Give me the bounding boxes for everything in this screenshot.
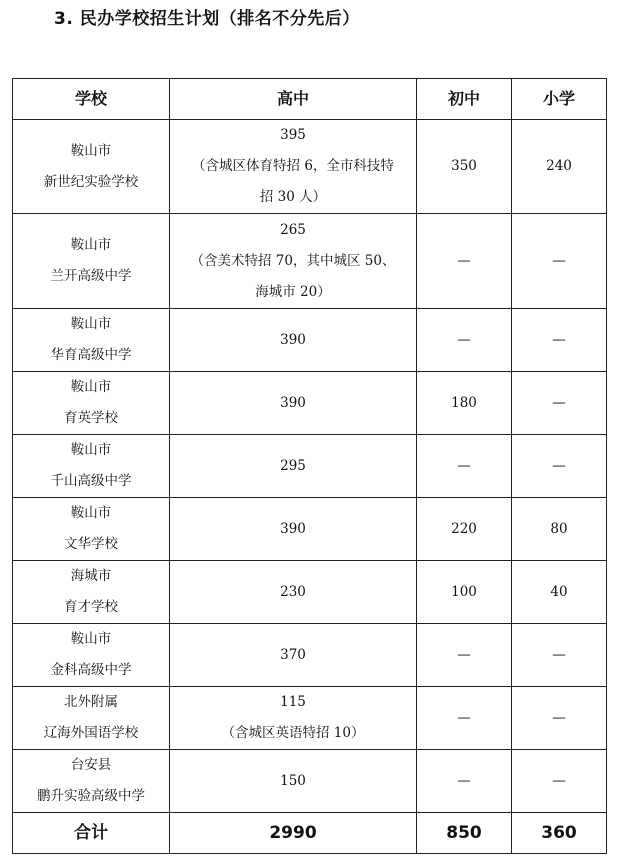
table-row xyxy=(13,435,607,498)
table-row xyxy=(13,372,607,435)
primary-school-quota-cell: 80 xyxy=(512,498,607,561)
primary-school-quota-cell: — xyxy=(512,435,607,498)
school-name-line: 鞍山市 xyxy=(70,442,112,458)
primary-school-quota-cell: 40 xyxy=(512,561,607,624)
school-name-line: 育英学校 xyxy=(64,410,118,426)
school-name-line: 鞍山市 xyxy=(70,505,112,521)
table-row xyxy=(13,561,607,624)
school-name-line: 鞍山市 xyxy=(70,142,112,159)
table-row xyxy=(13,498,607,561)
school-name-line: 千山高级中学 xyxy=(50,473,132,489)
school-name-line: 华育高级中学 xyxy=(50,347,132,363)
high-school-quota: 390 xyxy=(280,394,306,411)
total-row xyxy=(13,813,607,854)
table-row xyxy=(13,687,607,750)
school-name-cell xyxy=(13,687,170,750)
school-name-line: 鞍山市 xyxy=(70,237,112,253)
high-school-quota: 115 xyxy=(280,694,306,710)
school-name-line: 鞍山市 xyxy=(70,379,112,395)
high-school-quota-note: （含城区英语特招 10） xyxy=(221,725,365,741)
school-name-cell xyxy=(13,372,170,435)
high-school-quota-cell xyxy=(170,120,417,214)
total-middle-school: 850 xyxy=(417,813,512,854)
high-school-quota: 295 xyxy=(280,457,306,474)
primary-school-quota-cell: 240 xyxy=(512,120,607,214)
high-school-quota: 230 xyxy=(280,583,306,600)
high-school-quota: 370 xyxy=(280,646,306,663)
school-name-line: 鹏升实验高级中学 xyxy=(37,788,145,804)
high-school-quota-note: （含美术特招 70，其中城区 50、 xyxy=(190,252,396,269)
school-name-line: 辽海外国语学校 xyxy=(43,725,139,741)
total-label: 合计 xyxy=(13,813,170,854)
column-header-high-school: 高中 xyxy=(170,79,417,120)
middle-school-quota-cell: 220 xyxy=(417,498,512,561)
middle-school-quota-cell: 180 xyxy=(417,372,512,435)
section-heading: 3. 民办学校招生计划（排名不分先后） xyxy=(54,9,360,29)
total-primary-school: 360 xyxy=(512,813,607,854)
high-school-quota-cell xyxy=(170,624,417,687)
school-name-line: 新世纪实验学校 xyxy=(43,173,139,190)
enrollment-plan-table xyxy=(12,78,607,854)
school-name-line: 海城市 xyxy=(70,568,112,584)
primary-school-quota-cell: — xyxy=(512,687,607,750)
table-body xyxy=(13,120,607,813)
high-school-quota-note: （含城区体育特招 6，全市科技特 xyxy=(192,158,394,174)
school-name-cell xyxy=(13,214,170,309)
middle-school-quota-cell: — xyxy=(417,624,512,687)
school-name-cell xyxy=(13,120,170,214)
high-school-quota-note: 海城市 20） xyxy=(255,283,331,300)
school-name-cell xyxy=(13,561,170,624)
high-school-quota-cell xyxy=(170,687,417,750)
high-school-quota: 395 xyxy=(280,127,306,143)
table-row xyxy=(13,309,607,372)
school-name-line: 鞍山市 xyxy=(70,316,112,332)
column-header-middle-school: 初中 xyxy=(417,79,512,120)
primary-school-quota-cell: — xyxy=(512,372,607,435)
school-name-cell xyxy=(13,435,170,498)
high-school-quota-cell xyxy=(170,750,417,813)
middle-school-quota-cell: 350 xyxy=(417,120,512,214)
high-school-quota: 265 xyxy=(280,221,306,238)
primary-school-quota-cell: — xyxy=(512,750,607,813)
school-name-line: 文华学校 xyxy=(64,536,118,552)
high-school-quota-cell xyxy=(170,309,417,372)
school-name-cell xyxy=(13,750,170,813)
school-name-line: 育才学校 xyxy=(64,599,118,615)
school-name-line: 鞍山市 xyxy=(70,631,112,647)
high-school-quota: 390 xyxy=(280,331,306,348)
high-school-quota: 150 xyxy=(280,772,306,789)
middle-school-quota-cell: 100 xyxy=(417,561,512,624)
high-school-quota-note: 招 30 人） xyxy=(259,189,327,205)
table-row xyxy=(13,120,607,214)
middle-school-quota-cell: — xyxy=(417,435,512,498)
table-row xyxy=(13,214,607,309)
high-school-quota-cell xyxy=(170,498,417,561)
school-name-line: 兰开高级中学 xyxy=(50,268,132,284)
primary-school-quota-cell: — xyxy=(512,214,607,309)
school-name-cell xyxy=(13,624,170,687)
school-name-cell xyxy=(13,498,170,561)
middle-school-quota-cell: — xyxy=(417,214,512,309)
primary-school-quota-cell: — xyxy=(512,309,607,372)
table-row xyxy=(13,750,607,813)
school-name-cell xyxy=(13,309,170,372)
high-school-quota: 390 xyxy=(280,520,306,537)
table-row xyxy=(13,624,607,687)
header-row xyxy=(13,79,607,120)
high-school-quota-cell xyxy=(170,561,417,624)
total-high-school: 2990 xyxy=(170,813,417,854)
primary-school-quota-cell: — xyxy=(512,624,607,687)
school-name-line: 台安县 xyxy=(70,757,112,773)
school-name-line: 金科高级中学 xyxy=(50,662,132,678)
middle-school-quota-cell: — xyxy=(417,750,512,813)
school-name-line: 北外附属 xyxy=(64,694,118,710)
column-header-school: 学校 xyxy=(13,79,170,120)
middle-school-quota-cell: — xyxy=(417,309,512,372)
column-header-primary-school: 小学 xyxy=(512,79,607,120)
high-school-quota-cell xyxy=(170,214,417,309)
middle-school-quota-cell: — xyxy=(417,687,512,750)
high-school-quota-cell xyxy=(170,435,417,498)
high-school-quota-cell xyxy=(170,372,417,435)
